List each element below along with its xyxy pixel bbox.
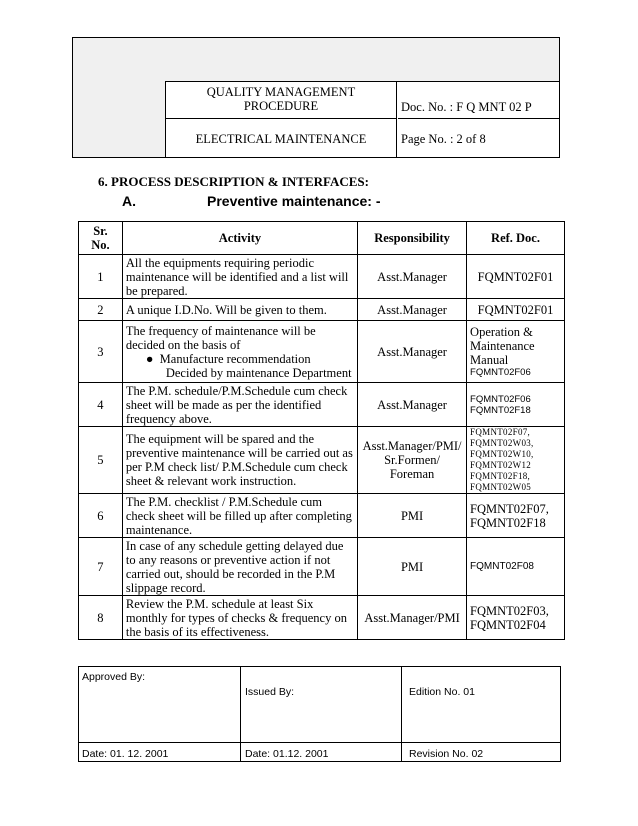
- bullet-text: Manufacture recommendation: [159, 351, 311, 366]
- table-header-row: [79, 222, 565, 255]
- ref-line: FQMNT02F07,: [470, 427, 531, 437]
- cell-ref: FQMNT02F01: [467, 299, 565, 321]
- table-row: [79, 299, 565, 321]
- cell-responsibility: Asst.Manager: [358, 299, 467, 321]
- table-row: [79, 321, 565, 383]
- cell-activity: In case of any schedule getting delayed due to any reasons or preventive action if not carried out, should be recorded in the P.M slippage record.: [122, 538, 357, 596]
- cell-ref: FQMNT02F01: [467, 255, 565, 299]
- ref-line: FQMNT02F04: [470, 617, 546, 632]
- cell-sr: 5: [79, 427, 123, 494]
- cell-activity: The P.M. schedule/P.M.Schedule cum check sheet will be made as per the identified frequency above.: [122, 383, 357, 427]
- ref-line: FQMNT02W12: [470, 460, 532, 470]
- cell-ref: [467, 494, 565, 538]
- ref-line: Maintenance: [470, 339, 535, 353]
- header-ref: Ref. Doc.: [467, 222, 565, 255]
- page-number: Page No. : 2 of 8: [401, 132, 486, 146]
- cell-sr: 1: [79, 255, 123, 299]
- title-line-2: PROCEDURE: [243, 99, 319, 113]
- header-banner: [73, 38, 559, 82]
- cell-activity: Review the P.M. schedule at least Six monthly for types of checks & frequency on the basis of its effectiveness.: [122, 596, 357, 640]
- ref-line: FQMNT02F18,: [470, 471, 531, 481]
- subsection-title: Preventive maintenance: -: [207, 193, 381, 209]
- subsection-heading: [122, 193, 381, 209]
- ref-line: FQMNT02F07,: [470, 501, 549, 516]
- bullet-icon: ●: [145, 351, 154, 366]
- ref-line: FQMNT02F06: [470, 367, 531, 378]
- cell-ref: FQMNT02F08: [467, 538, 565, 596]
- ref-line: Operation &: [470, 325, 533, 339]
- ref-line: FQMNT02W10,: [470, 449, 534, 459]
- cell-sr: 3: [79, 321, 123, 383]
- doc-number: Doc. No. : F Q MNT 02 P: [398, 81, 559, 119]
- cell-ref: [467, 596, 565, 640]
- header-activity: Activity: [122, 222, 357, 255]
- section-heading: 6. PROCESS DESCRIPTION & INTERFACES:: [98, 174, 369, 189]
- issue-date: Date: 01.12. 2001: [241, 743, 402, 761]
- approved-by: Approved By:: [79, 667, 241, 743]
- cell-responsibility: Asst.Manager/PMI: [358, 596, 467, 640]
- ref-line: Manual: [470, 353, 509, 367]
- ref-line: FQMNT02F03,: [470, 603, 549, 618]
- cell-activity: All the equipments requiring periodic maintenance will be identified and a list will be prepared.: [122, 255, 357, 299]
- cell-activity: The P.M. checklist / P.M.Schedule cum check sheet will be filled up after completing maintenance.: [122, 494, 357, 538]
- ref-line: FQMNT02F18: [470, 404, 531, 416]
- subsection-letter: A.: [122, 193, 136, 209]
- cell-ref: [467, 321, 565, 383]
- cell-responsibility: [358, 427, 467, 494]
- header-sr-line2: No.: [91, 238, 110, 252]
- resp-line: Sr.Formen/: [384, 453, 441, 467]
- cell-sr: 2: [79, 299, 123, 321]
- cell-ref: [467, 383, 565, 427]
- edition-number: Edition No. 01: [402, 667, 560, 743]
- cell-activity: [122, 321, 357, 383]
- ref-line: FQMNT02W03,: [470, 438, 534, 448]
- cell-sr: 7: [79, 538, 123, 596]
- header-responsibility: Responsibility: [358, 222, 467, 255]
- procedure-subject: ELECTRICAL MAINTENANCE: [166, 119, 397, 157]
- resp-line: Asst.Manager/PMI/: [362, 439, 462, 453]
- process-table: [78, 221, 565, 640]
- title-line-1: QUALITY MANAGEMENT: [206, 85, 356, 99]
- bullet-item: [126, 352, 354, 366]
- resp-line: Foreman: [389, 467, 435, 481]
- table-row: [79, 427, 565, 494]
- table-row: [79, 538, 565, 596]
- issued-by: Issued By:: [241, 667, 402, 743]
- bullet-continuation: Decided by maintenance Department: [165, 365, 352, 380]
- cell-responsibility: Asst.Manager: [358, 321, 467, 383]
- cell-sr: 8: [79, 596, 123, 640]
- table-row: [79, 596, 565, 640]
- document-header: [72, 37, 560, 158]
- ref-line: FQMNT02F18: [470, 515, 546, 530]
- cell-sr: 6: [79, 494, 123, 538]
- table-row: [79, 383, 565, 427]
- activity-text: The frequency of maintenance will be decided on the basis of: [125, 323, 316, 352]
- ref-line: FQMNT02W05: [470, 482, 532, 492]
- ref-line: FQMNT02F06: [470, 393, 531, 405]
- cell-activity: A unique I.D.No. Will be given to them.: [122, 299, 357, 321]
- cell-ref: [467, 427, 565, 494]
- procedure-title: [166, 81, 397, 119]
- cell-responsibility: Asst.Manager: [358, 383, 467, 427]
- cell-responsibility: PMI: [358, 494, 467, 538]
- document-footer: [78, 666, 561, 762]
- cell-responsibility: Asst.Manager: [358, 255, 467, 299]
- table-row: [79, 494, 565, 538]
- logo-area: [73, 81, 166, 157]
- cell-responsibility: PMI: [358, 538, 467, 596]
- approval-date: Date: 01. 12. 2001: [79, 743, 241, 761]
- header-sr-line1: Sr.: [93, 224, 108, 238]
- cell-sr: 4: [79, 383, 123, 427]
- cell-activity: The equipment will be spared and the preventive maintenance will be carried out as per P.M check list/ P.M.Schedule cum check sheet & relevant work instruction.: [122, 427, 357, 494]
- table-row: [79, 255, 565, 299]
- header-sr: [79, 222, 123, 255]
- revision-number: Revision No. 02: [409, 748, 484, 760]
